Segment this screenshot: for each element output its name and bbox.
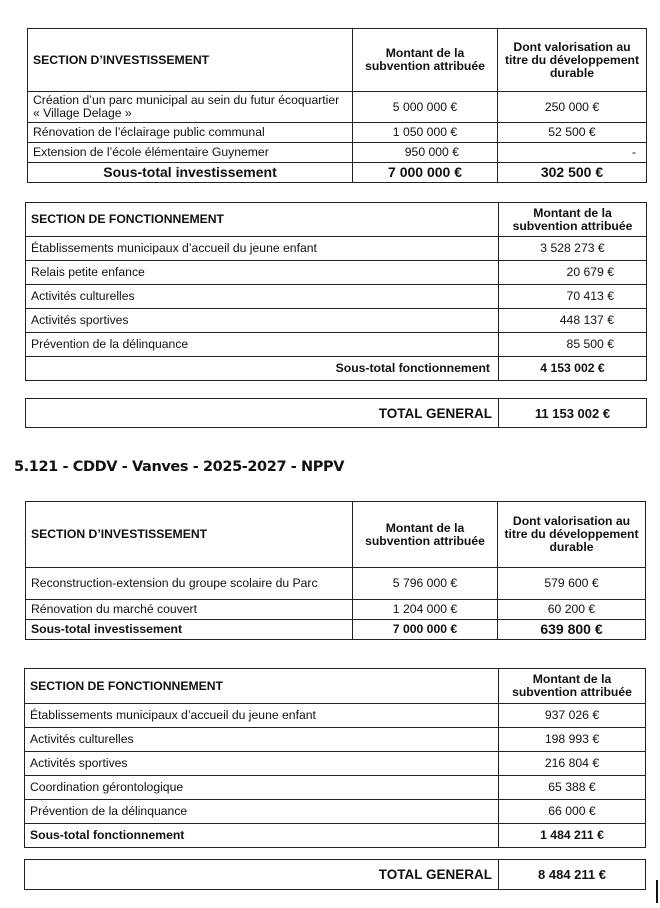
table-row [26, 237, 647, 261]
grand-total-table-1 [25, 398, 647, 428]
row-valorisation: - [498, 143, 647, 163]
row-label: Coordination gérontologique [25, 776, 499, 800]
grand-total-montant: 8 484 211 € [499, 860, 646, 890]
subtotal-row [25, 824, 646, 848]
row-label: Relais petite enfance [26, 261, 499, 285]
grand-total-row [25, 860, 646, 890]
table-row [28, 123, 647, 143]
column-header-section: SECTION D’INVESTISSEMENT [28, 29, 353, 92]
table-row [26, 568, 646, 600]
grand-total-label: TOTAL GENERAL [25, 860, 499, 890]
subtotal-montant: 1 484 211 € [499, 824, 646, 848]
column-header-montant: Montant de la subvention attribuée [499, 203, 647, 237]
row-label: Rénovation du marché couvert [26, 600, 353, 620]
table-row [25, 800, 646, 824]
row-label: Activités sportives [25, 752, 499, 776]
grand-total-table-2 [24, 859, 646, 890]
row-montant: 66 000 € [499, 800, 646, 824]
row-label: Établissements municipaux d’accueil du jeune enfant [25, 704, 499, 728]
column-header-montant: Montant de la subvention attribuée [353, 502, 498, 568]
row-montant: 20 679 € [499, 261, 647, 285]
table-row [25, 776, 646, 800]
investment-table-2 [25, 501, 646, 640]
subtotal-montant: 4 153 002 € [499, 357, 647, 381]
column-header-montant: Montant de la subvention attribuée [499, 669, 646, 704]
column-header-section: SECTION DE FONCTIONNEMENT [25, 669, 499, 704]
row-valorisation: 60 200 € [498, 600, 646, 620]
grand-total-label: TOTAL GENERAL [26, 399, 499, 428]
row-montant: 85 500 € [499, 333, 647, 357]
grand-total-montant: 11 153 002 € [499, 399, 647, 428]
row-valorisation: 250 000 € [498, 92, 647, 123]
row-montant: 5 796 000 € [353, 568, 498, 600]
row-montant: 1 050 000 € [353, 123, 498, 143]
subtotal-valorisation: 302 500 € [498, 163, 647, 183]
row-montant: 216 804 € [499, 752, 646, 776]
table-row [25, 704, 646, 728]
table-row [26, 333, 647, 357]
grand-total-row [26, 399, 647, 428]
row-montant: 950 000 € [353, 143, 498, 163]
row-label: Prévention de la délinquance [25, 800, 499, 824]
row-label: Établissements municipaux d’accueil du jeune enfant [26, 237, 499, 261]
row-label: Reconstruction-extension du groupe scolaire du Parc [26, 568, 353, 600]
row-montant: 5 000 000 € [353, 92, 498, 123]
row-label: Activités sportives [26, 309, 499, 333]
table-header-row [28, 29, 647, 92]
table-row [28, 143, 647, 163]
subtotal-label: Sous-total fonctionnement [25, 824, 499, 848]
table-row [28, 92, 647, 123]
row-label: Extension de l’école élémentaire Guynemer [28, 143, 353, 163]
column-header-montant: Montant de la subvention attribuée [353, 29, 498, 92]
table-row [26, 309, 647, 333]
subtotal-montant: 7 000 000 € [353, 163, 498, 183]
operating-table-2 [24, 668, 646, 848]
subtotal-label: Sous-total investissement [26, 620, 353, 640]
subtotal-label: Sous-total investissement [28, 163, 353, 183]
column-header-section: SECTION DE FONCTIONNEMENT [26, 203, 499, 237]
column-header-valorisation: Dont valorisation au titre du développement durable [498, 502, 646, 568]
subtotal-row [26, 357, 647, 381]
section-heading: 5.121 - CDDV - Vanves - 2025-2027 - NPPV [14, 459, 345, 475]
row-montant: 937 026 € [499, 704, 646, 728]
row-montant: 198 993 € [499, 728, 646, 752]
table-header-row [26, 203, 647, 237]
row-valorisation: 52 500 € [498, 123, 647, 143]
investment-table-1 [27, 28, 647, 183]
table-row [25, 752, 646, 776]
row-label: Création d’un parc municipal au sein du futur écoquartier « Village Delage » [28, 92, 353, 123]
column-header-valorisation: Dont valorisation au titre du développement durable [498, 29, 647, 92]
row-label: Activités culturelles [25, 728, 499, 752]
table-row [25, 728, 646, 752]
row-montant: 1 204 000 € [353, 600, 498, 620]
subtotal-label: Sous-total fonctionnement [26, 357, 499, 381]
table-row [26, 285, 647, 309]
row-label: Prévention de la délinquance [26, 333, 499, 357]
subtotal-montant: 7 000 000 € [353, 620, 498, 640]
row-label: Activités culturelles [26, 285, 499, 309]
subtotal-valorisation: 639 800 € [498, 620, 646, 640]
subtotal-row [28, 163, 647, 183]
row-valorisation: 579 600 € [498, 568, 646, 600]
row-label: Rénovation de l’éclairage public communal [28, 123, 353, 143]
row-montant: 3 528 273 € [499, 237, 647, 261]
subtotal-row [26, 620, 646, 640]
table-row [26, 261, 647, 285]
table-row [26, 600, 646, 620]
table-header-row [26, 502, 646, 568]
row-montant: 65 388 € [499, 776, 646, 800]
table-header-row [25, 669, 646, 704]
column-header-section: SECTION D’INVESTISSEMENT [26, 502, 353, 568]
row-montant: 70 413 € [499, 285, 647, 309]
operating-table-1 [25, 202, 647, 381]
text-cursor [656, 880, 658, 903]
row-montant: 448 137 € [499, 309, 647, 333]
